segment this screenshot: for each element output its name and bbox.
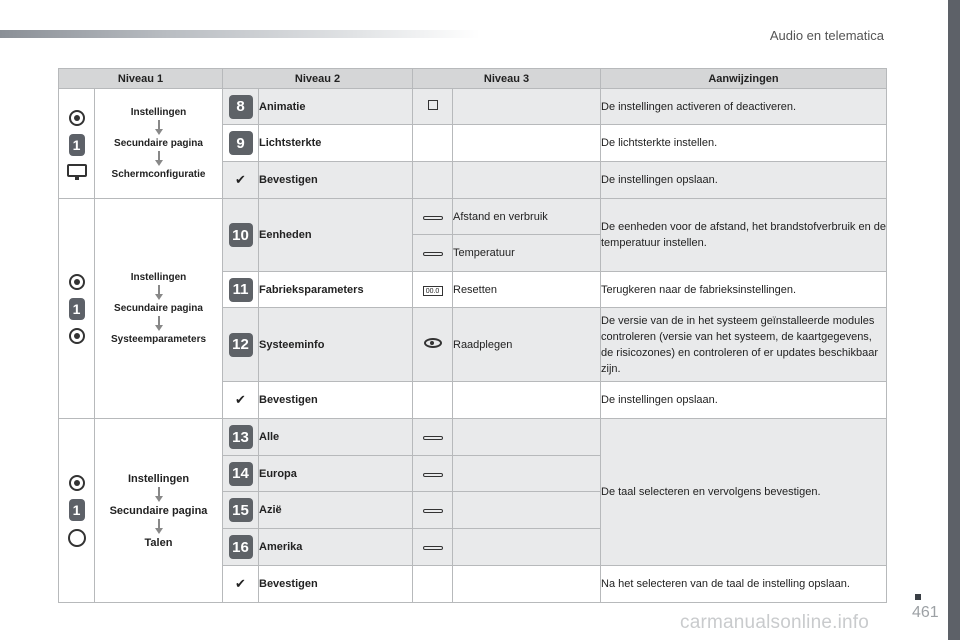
level2-label: Fabrieksparameters (259, 272, 413, 308)
table-header-row (59, 69, 887, 89)
level2-label: Amerika (259, 529, 413, 566)
level2-label: Animatie (259, 89, 413, 125)
item-number-badge: 10 (229, 223, 253, 247)
screen-config-icon (67, 164, 87, 177)
path-arrow (158, 151, 160, 160)
level2-label: Lichtsterkte (259, 125, 413, 162)
level3-label: Temperatuur (453, 235, 601, 272)
description-cell: De taal selecteren en vervolgens bevestigen. (601, 419, 887, 566)
path-secundaire-pagina: Secundaire pagina (114, 303, 203, 314)
header-niveau-3: Niveau 3 (413, 69, 601, 89)
dash-icon (423, 252, 443, 256)
path-arrow (158, 316, 160, 325)
step-badge: 1 (69, 499, 85, 521)
level1-icons (59, 419, 95, 603)
level3-label: Resetten (453, 272, 601, 308)
dash-icon (423, 546, 443, 550)
dash-icon (423, 509, 443, 513)
right-sidebar-strip (948, 0, 960, 640)
checkmark-icon: ✔ (235, 172, 246, 187)
step-badge: 1 (69, 134, 85, 156)
table-row (59, 419, 887, 456)
item-number-badge: 15 (229, 498, 253, 522)
item-number-badge: 12 (229, 333, 253, 357)
level2-label: Alle (259, 419, 413, 456)
level3-label: Afstand en verbruik (453, 199, 601, 235)
level3-label: Raadplegen (453, 308, 601, 382)
page-marker (915, 594, 921, 600)
path-instellingen: Instellingen (130, 107, 187, 118)
item-number-badge: 16 (229, 535, 253, 559)
item-number-badge: 11 (229, 278, 253, 302)
description-cell: Na het selecteren van de taal de instelling opslaan. (601, 566, 887, 603)
checkmark-icon: ✔ (235, 576, 246, 591)
page-number: 461 (912, 604, 939, 621)
header-aanwijzingen: Aanwijzingen (601, 69, 887, 89)
description-cell: Terugkeren naar de fabrieksinstellingen. (601, 272, 887, 308)
settings-gear-icon (69, 110, 85, 126)
path-talen: Talen (144, 536, 173, 549)
table-row (59, 89, 887, 125)
top-gradient-bar (0, 30, 480, 38)
description-cell: De lichtsterkte instellen. (601, 125, 887, 162)
level1-icons (59, 199, 95, 419)
step-badge: 1 (69, 298, 85, 320)
path-arrow (158, 285, 160, 294)
level2-label: Bevestigen (259, 162, 413, 199)
system-settings-icon (69, 328, 85, 344)
description-cell: De instellingen opslaan. (601, 382, 887, 419)
header-niveau-2: Niveau 2 (223, 69, 413, 89)
path-instellingen: Instellingen (130, 272, 187, 283)
header-niveau-1: Niveau 1 (59, 69, 223, 89)
path-arrow (158, 519, 160, 528)
dash-icon (423, 473, 443, 477)
item-number-badge: 9 (229, 131, 253, 155)
watermark-text: carmanualsonline.info (680, 612, 870, 633)
level3-label (453, 89, 601, 125)
item-number-badge: 8 (229, 95, 253, 119)
description-cell: De instellingen activeren of deactiveren. (601, 89, 887, 125)
level1-menu-path (95, 199, 223, 419)
item-number-badge: 13 (229, 425, 253, 449)
eye-icon (424, 338, 442, 348)
path-arrow (158, 120, 160, 129)
level2-label: Bevestigen (259, 382, 413, 419)
level2-label: Azië (259, 492, 413, 529)
checkmark-icon: ✔ (235, 392, 246, 407)
path-arrow (158, 487, 160, 496)
edit-check-icon (428, 100, 438, 110)
language-globe-icon (68, 529, 86, 547)
settings-gear-icon (69, 475, 85, 491)
reset-icon: 00.0 (423, 286, 443, 296)
level1-menu-path (95, 89, 223, 199)
path-secundaire-pagina: Secundaire pagina (109, 504, 208, 517)
path-instellingen: Instellingen (127, 472, 190, 485)
item-number-badge: 14 (229, 462, 253, 486)
table-row (59, 199, 887, 235)
level1-menu-path (95, 419, 223, 603)
path-secundaire-pagina: Secundaire pagina (114, 138, 203, 149)
description-cell: De eenheden voor de afstand, het brandstofverbruik en de temperatuur instellen. (601, 199, 887, 272)
level1-icons (59, 89, 95, 199)
path-systeemparameters: Systeemparameters (110, 334, 207, 345)
dash-icon (423, 216, 443, 220)
description-cell: De instellingen opslaan. (601, 162, 887, 199)
level2-label: Eenheden (259, 199, 413, 272)
level2-label: Europa (259, 456, 413, 492)
path-schermconfiguratie: Schermconfiguratie (111, 169, 206, 180)
dash-icon (423, 436, 443, 440)
page-header-title: Audio en telematica (769, 28, 884, 43)
settings-table (58, 68, 887, 603)
level2-label: Systeeminfo (259, 308, 413, 382)
description-cell: De versie van de in het systeem geïnstalleerde modules controleren (versie van het systeem, de kaartgegevens, de risicozones) en controleren of er updates beschikbaar zijn. (601, 308, 887, 382)
level2-label: Bevestigen (259, 566, 413, 603)
settings-gear-icon (69, 274, 85, 290)
